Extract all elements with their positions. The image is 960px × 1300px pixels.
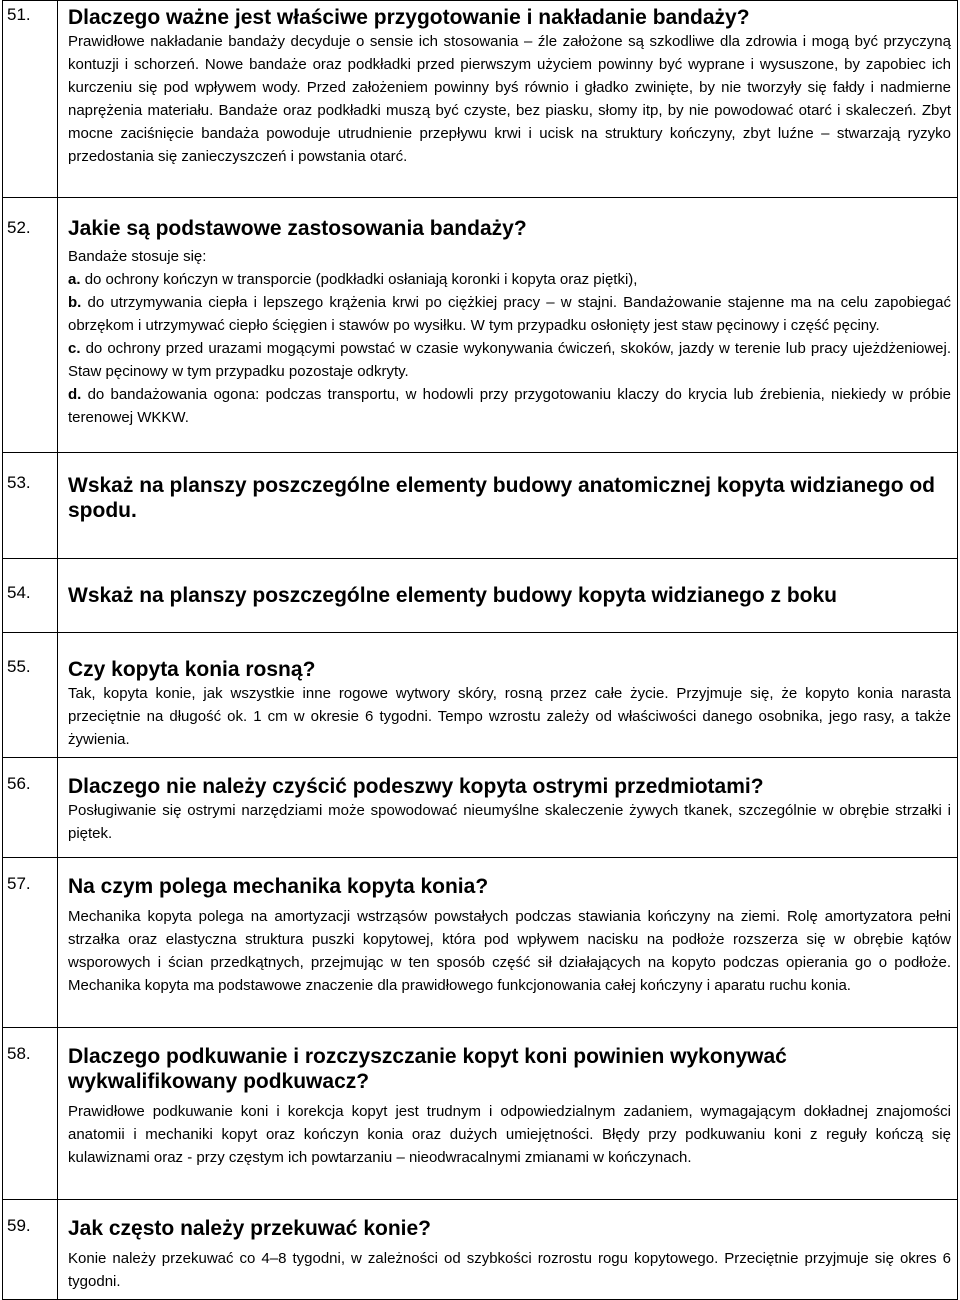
- question-number: 56.: [3, 758, 58, 858]
- question-row-54: [3, 559, 958, 633]
- question-content: [58, 758, 958, 858]
- question-content: [58, 633, 958, 758]
- question-title: Wskaż na planszy poszczególne elementy budowy anatomicznej kopyta widzianego od spodu.: [68, 474, 936, 522]
- answer-item-d: [68, 383, 951, 429]
- answer-item-b: [68, 291, 951, 337]
- question-row-53: [3, 453, 958, 559]
- item-text: do ochrony przed urazami mogącymi powstać w czasie wykonywania ćwiczeń, skoków, jazdy w terenie lub pracy ujeżdżeniowej. Staw pęcinowy w tym przypadku pozostaje odkryty.: [68, 340, 951, 380]
- question-row-55: [3, 633, 958, 758]
- item-text: do ochrony kończyn w transporcie (podkładki osłaniają koronki i kopyta oraz piętki),: [84, 271, 638, 288]
- qa-table: [2, 0, 958, 1300]
- question-content: [58, 559, 958, 633]
- question-row-56: [3, 758, 958, 858]
- question-title: Dlaczego nie należy czyścić podeszwy kopyta ostrymi przedmiotami?: [68, 775, 764, 798]
- question-number: 55.: [3, 633, 58, 758]
- answer-paragraph: Posługiwanie się ostrymi narzędziami może spowodować nieumyślne skaleczenie żywych tkanek, szczególnie w obrębie strzałki i piętek.: [68, 802, 951, 842]
- answer-item-c: [68, 337, 951, 383]
- question-row-58: [3, 1028, 958, 1200]
- question-number: 51.: [3, 1, 58, 198]
- answer-intro: Bandaże stosuje się:: [68, 248, 207, 265]
- question-content: [58, 1028, 958, 1200]
- question-title: Jak często należy przekuwać konie?: [68, 1217, 431, 1240]
- item-letter: c.: [68, 340, 81, 357]
- question-row-57: [3, 858, 958, 1028]
- question-title: Czy kopyta konia rosną?: [68, 658, 316, 681]
- question-title: Wskaż na planszy poszczególne elementy budowy kopyta widzianego z boku: [68, 584, 837, 607]
- question-content: [58, 453, 958, 559]
- question-row-52: [3, 198, 958, 453]
- question-number: 59.: [3, 1200, 58, 1300]
- question-content: [58, 1, 958, 198]
- question-content: [58, 1200, 958, 1300]
- question-title: Na czym polega mechanika kopyta konia?: [68, 875, 489, 898]
- question-row-59: [3, 1200, 958, 1300]
- item-letter: d.: [68, 386, 82, 403]
- question-title: Jakie są podstawowe zastosowania bandaży?: [68, 217, 527, 240]
- answer-paragraph: Prawidłowe podkuwanie koni i korekcja kopyt jest trudnym i odpowiedzialnym zadaniem, wymagającym dokładnej znajomości anatomii i mechaniki kopyt oraz kończyn konia oraz dużych umiejętności. Błędy przy podkuwaniu koni z reguły kończą się kulawiznami oraz - przy częstym ich powtarzaniu – nieodwracalnymi zmianami w kończynach.: [68, 1103, 951, 1166]
- question-number: 58.: [3, 1028, 58, 1200]
- question-number: 52.: [3, 198, 58, 453]
- answer-paragraph: Konie należy przekuwać co 4–8 tygodni, w zależności od szybkości rozrostu rogu kopytowego. Przeciętnie przyjmuje się okres 6 tygodni.: [68, 1250, 951, 1290]
- question-content: [58, 198, 958, 453]
- question-title: Dlaczego ważne jest właściwe przygotowanie i nakładanie bandaży?: [68, 6, 750, 29]
- question-number: 54.: [3, 559, 58, 633]
- answer-paragraph: Tak, kopyta konie, jak wszystkie inne rogowe wytwory skóry, rosną przez całe życie. Przyjmuje się, że kopyto konia narasta przeciętnie na długość ok. 1 cm w okresie 6 tygodni. Tempo wzrostu zależy od właściwości danego osobnika, jego rasy, a także żywienia.: [68, 685, 951, 748]
- question-number: 53.: [3, 453, 58, 559]
- item-letter: b.: [68, 294, 82, 311]
- answer-item-a: [68, 268, 951, 291]
- item-letter: a.: [68, 271, 81, 288]
- question-content: [58, 858, 958, 1028]
- question-number: 57.: [3, 858, 58, 1028]
- item-text: do utrzymywania ciepła i lepszego krążenia krwi po ciężkiej pracy – w stajni. Bandażowanie stajenne ma na celu zapobiegać obrzękom i utrzymywać ciepło ścięgien i stawów po wysiłku. W tym przypadku osłonięty jest staw pęcinowy i część pęciny.: [68, 294, 951, 334]
- answer-paragraph: Prawidłowe nakładanie bandaży decyduje o sensie ich stosowania – źle założone są szkodliwe dla zdrowia i mogą być przyczyną kontuzji i schorzeń. Nowe bandaże oraz podkładki przed pierwszym użyciem powinny być wyprane i wysuszone, by zapobiec ich kurczeniu się pod wpływem wody. Przed założeniem powinny byś równio i gładko zwinięte, by nie tworzyły się fałdy i nadmierne naprężenia materiału. Bandaże oraz podkładki muszą być czyste, bez piasku, słomy itp, by nie powodować otarć i skaleczeń. Zbyt mocne zaciśnięcie bandaża powoduje utrudnienie przepływu krwi i ucisk na struktury kończyny, zbyt luźne – stwarzają ryzyko przedostania się zanieczyszczeń i powstania otarć.: [68, 33, 951, 165]
- answer-paragraph: Mechanika kopyta polega na amortyzacji wstrząsów powstałych podczas stawiania kończyny na ziemi. Rolę amortyzatora pełni strzałka oraz elastyczna struktura puszki kopytowej, która pod wpływem nacisku na podłoże rozszerza się w obrębie kątów wsporowych i ścian przedkątnych, przejmując w ten sposób część sił działających na kopyto podczas opierania go o podłoże. Mechanika kopyta ma podstawowe znaczenie dla prawidłowego funkcjonowania całej kończyny i aparatu ruchu konia.: [68, 908, 951, 994]
- question-row-51: [3, 1, 958, 198]
- item-text: do bandażowania ogona: podczas transportu, w hodowli przy przygotowaniu klaczy do krycia lub źrebienia, niekiedy w próbie terenowej WKKW.: [68, 386, 951, 426]
- question-title: Dlaczego podkuwanie i rozczyszczanie kopyt koni powinien wykonywać wykwalifikowany podkuwacz?: [68, 1045, 787, 1093]
